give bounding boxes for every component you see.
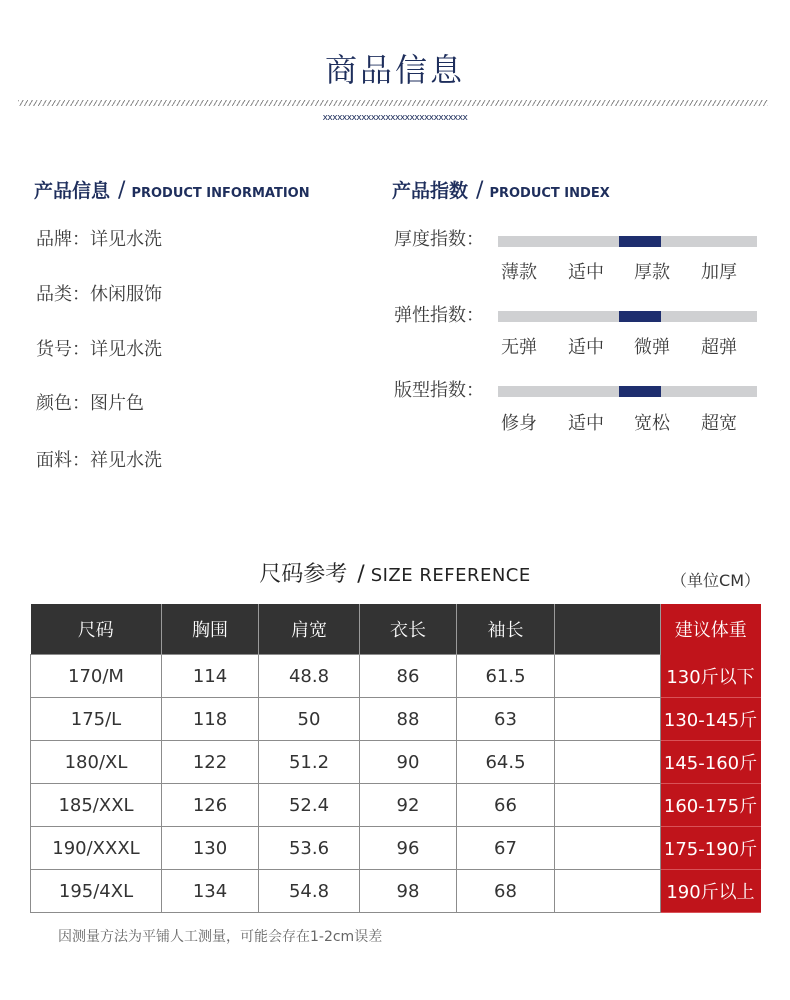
table-cell: 185/XXL [31, 784, 162, 827]
table-cell: 64.5 [457, 741, 555, 784]
product-index-heading-en: PRODUCT INDEX [489, 186, 610, 201]
table-cell: 50 [259, 698, 360, 741]
fit-index-bar [498, 386, 757, 397]
info-category: 品类：休闲服饰 [36, 284, 162, 305]
table-cell [555, 655, 661, 698]
table-cell: 126 [162, 784, 259, 827]
table-row [31, 655, 761, 698]
fit-index-label: 版型指数： [394, 380, 484, 401]
column-header-empty [555, 604, 661, 655]
measurement-note: 因测量方法为平铺人工测量，可能会存在1-2cm误差 [58, 929, 383, 945]
table-cell: 122 [162, 741, 259, 784]
weight-cell: 130-145斤 [661, 698, 761, 741]
product-info-heading-cn: 产品信息 [34, 180, 111, 202]
table-cell: 48.8 [259, 655, 360, 698]
column-header: 衣长 [360, 604, 457, 655]
index-option: 适中 [568, 413, 604, 434]
table-cell: 170/M [31, 655, 162, 698]
thickness-index-marker [619, 236, 661, 247]
table-cell: 88 [360, 698, 457, 741]
table-row [31, 784, 761, 827]
product-info-heading-en: PRODUCT INFORMATION [131, 186, 310, 201]
index-option: 加厚 [701, 262, 737, 283]
index-option: 适中 [568, 337, 604, 358]
table-row [31, 827, 761, 870]
heading-slash: / [357, 562, 365, 587]
info-fabric: 面料：祥见水洗 [36, 450, 162, 471]
elasticity-index-options [498, 336, 757, 360]
unit-label: （单位CM） [671, 571, 760, 590]
column-header: 袖长 [457, 604, 555, 655]
table-row [31, 698, 761, 741]
table-cell: 195/4XL [31, 870, 162, 913]
thickness-index-options [498, 261, 757, 285]
table-cell: 54.8 [259, 870, 360, 913]
elasticity-index-bar [498, 311, 757, 322]
thickness-index-bar [498, 236, 757, 247]
table-cell [555, 698, 661, 741]
table-cell: 180/XL [31, 741, 162, 784]
fit-index-marker [619, 386, 661, 397]
table-cell [555, 784, 661, 827]
index-option: 宽松 [634, 413, 670, 434]
fit-index-options [498, 412, 757, 436]
table-cell: 114 [162, 655, 259, 698]
table-cell: 86 [360, 655, 457, 698]
table-cell: 130 [162, 827, 259, 870]
table-cell: 190/XXXL [31, 827, 162, 870]
table-cell: 118 [162, 698, 259, 741]
table-cell: 92 [360, 784, 457, 827]
info-brand: 品牌：详见水洗 [36, 229, 162, 250]
elasticity-index-label: 弹性指数： [394, 305, 484, 326]
index-option: 薄款 [501, 262, 537, 283]
header-subtitle: xxxxxxxxxxxxxxxxxxxxxxxxxxxxxx [322, 113, 468, 123]
table-row [31, 870, 761, 913]
table-cell [555, 870, 661, 913]
product-info-heading [34, 176, 310, 206]
info-color: 颜色：图片色 [36, 393, 144, 414]
weight-cell: 190斤以上 [661, 870, 761, 913]
product-index-heading-cn: 产品指数 [392, 180, 469, 202]
table-cell: 52.4 [259, 784, 360, 827]
heading-slash: / [118, 178, 126, 203]
size-table [30, 604, 761, 913]
thickness-index-label: 厚度指数： [394, 229, 484, 250]
table-cell: 175/L [31, 698, 162, 741]
column-header-weight: 建议体重 [661, 604, 761, 655]
index-option: 微弹 [634, 337, 670, 358]
index-option: 修身 [501, 413, 537, 434]
table-cell: 61.5 [457, 655, 555, 698]
product-index-heading [392, 176, 610, 206]
table-cell: 134 [162, 870, 259, 913]
weight-cell: 160-175斤 [661, 784, 761, 827]
info-item-number: 货号：详见水洗 [36, 339, 162, 360]
column-header: 肩宽 [259, 604, 360, 655]
size-reference-heading-en: SIZE REFERENCE [370, 565, 531, 586]
heading-slash: / [476, 178, 484, 203]
column-header: 胸围 [162, 604, 259, 655]
size-reference-heading-cn: 尺码参考 [259, 562, 348, 587]
table-cell: 96 [360, 827, 457, 870]
page-title: 商品信息 [324, 51, 465, 89]
weight-cell: 145-160斤 [661, 741, 761, 784]
table-cell [555, 827, 661, 870]
table-cell: 51.2 [259, 741, 360, 784]
table-cell: 90 [360, 741, 457, 784]
table-cell: 68 [457, 870, 555, 913]
index-option: 超宽 [701, 413, 737, 434]
table-cell: 67 [457, 827, 555, 870]
elasticity-index-marker [619, 311, 661, 322]
table-row [31, 741, 761, 784]
hatched-divider [18, 100, 768, 106]
table-cell: 53.6 [259, 827, 360, 870]
weight-cell: 175-190斤 [661, 827, 761, 870]
table-header-row [31, 604, 761, 655]
table-cell: 98 [360, 870, 457, 913]
table-cell: 66 [457, 784, 555, 827]
column-header: 尺码 [31, 604, 162, 655]
index-option: 无弹 [501, 337, 537, 358]
index-option: 超弹 [701, 337, 737, 358]
index-option: 适中 [568, 262, 604, 283]
table-cell [555, 741, 661, 784]
index-option: 厚款 [634, 262, 670, 283]
weight-cell: 130斤以下 [661, 655, 761, 698]
table-cell: 63 [457, 698, 555, 741]
